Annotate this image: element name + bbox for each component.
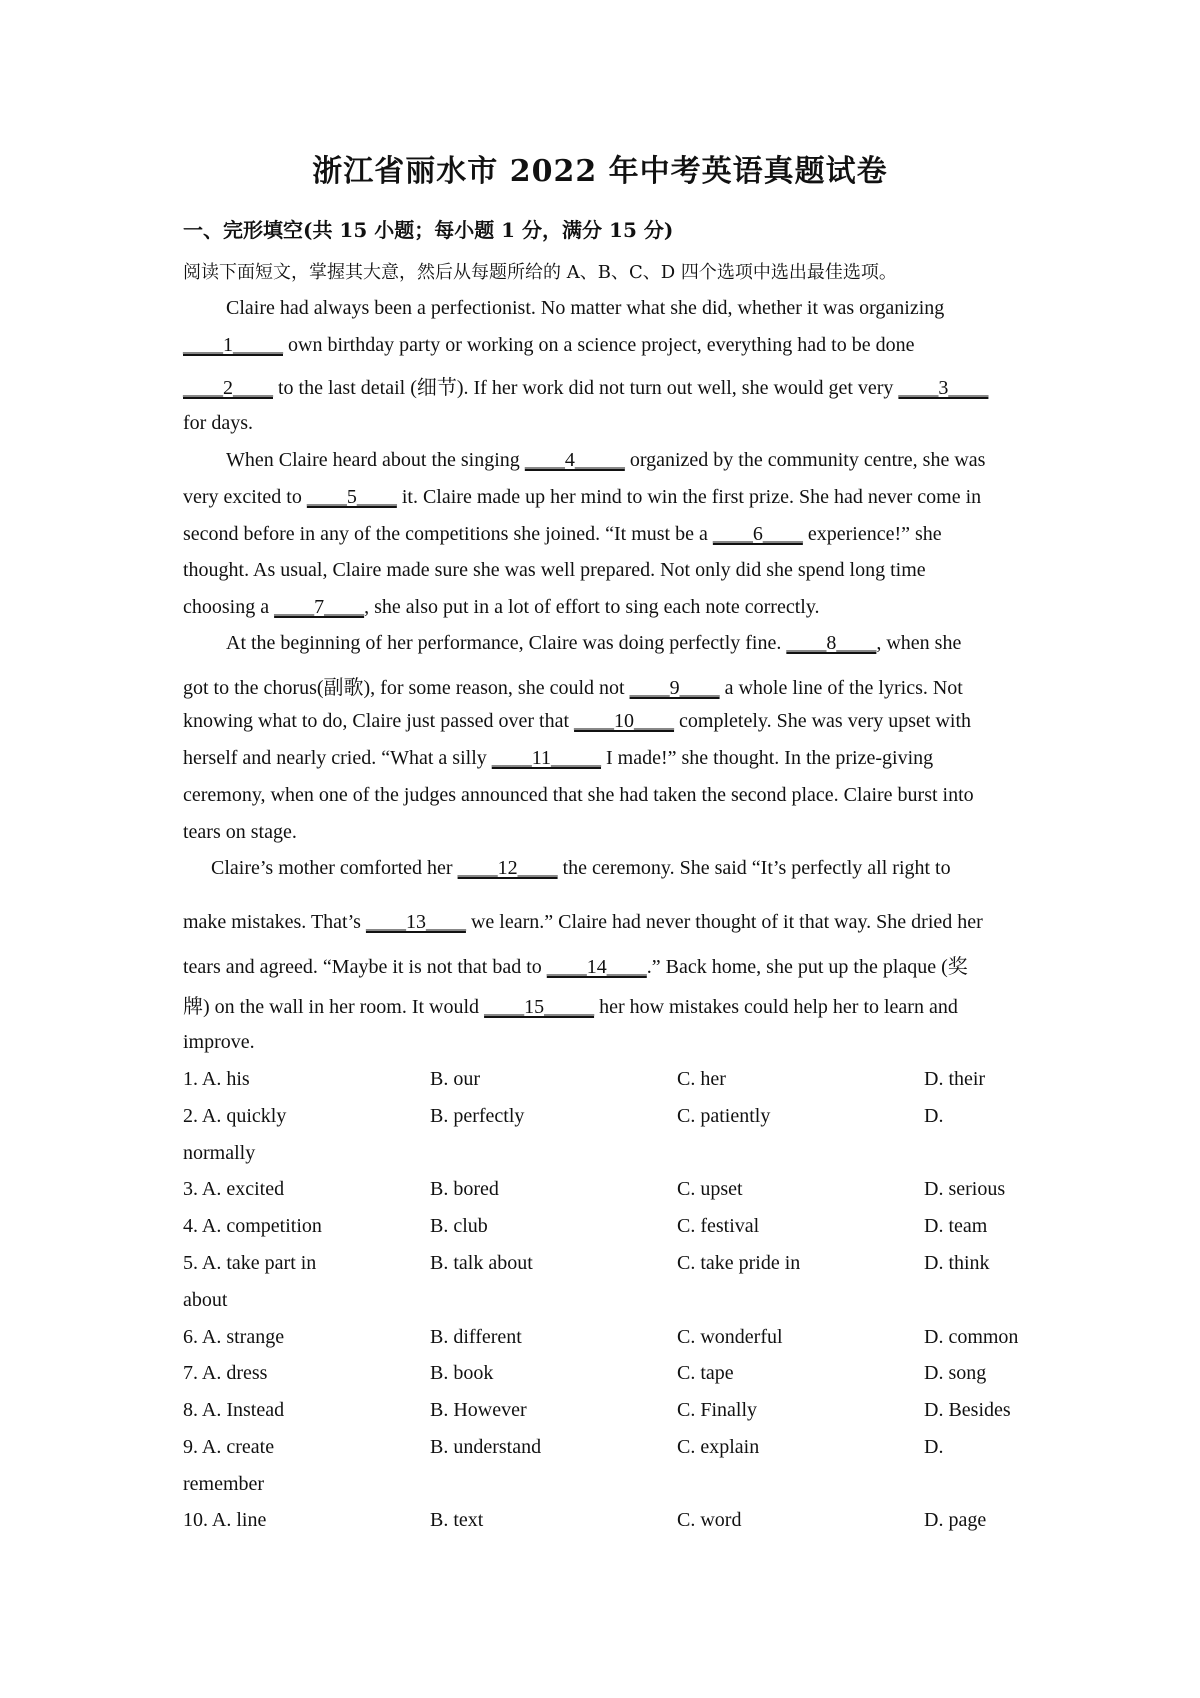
- option-d: D. team: [924, 1215, 988, 1237]
- blank-2: ____2____: [183, 377, 273, 399]
- option-d: D. their: [924, 1068, 986, 1090]
- option-c: C. upset: [677, 1178, 743, 1200]
- option-a: 3. A. excited: [183, 1178, 285, 1200]
- blank-14: ____14____: [546, 956, 647, 978]
- option-b: B. different: [430, 1326, 522, 1348]
- blank-13: ____13____: [365, 911, 466, 933]
- passage-line: improve.: [183, 1031, 255, 1053]
- blank-1: ____1_____: [183, 334, 283, 356]
- blank-3: ____3____: [898, 377, 989, 399]
- blank-10: ____10____: [574, 710, 675, 732]
- option-d: D.: [924, 1436, 944, 1458]
- option-b: B. talk about: [430, 1252, 533, 1274]
- passage-line: second before in any of the competitions she joined. “It must be a ____6____ experience!” she: [183, 523, 942, 545]
- blank-4: ____4_____: [524, 449, 625, 471]
- blank-6: ____6____: [712, 523, 803, 545]
- blank-8: ____8____: [786, 632, 877, 654]
- option-c: C. Finally: [677, 1399, 758, 1421]
- option-b: B. our: [430, 1068, 480, 1090]
- passage-line: At the beginning of her performance, Claire was doing perfectly fine. ____8____, when she: [226, 632, 962, 654]
- passage-line: 牌) on the wall in her room. It would ____15_____ her how mistakes could help her to learn and: [183, 996, 958, 1018]
- option-b: B. perfectly: [430, 1105, 525, 1127]
- option-b: B. text: [430, 1509, 484, 1531]
- blank-5: ____5____: [306, 486, 397, 508]
- passage-line: ____1_____ own birthday party or working on a science project, everything had to be done: [183, 334, 915, 356]
- option-c: C. tape: [677, 1362, 734, 1384]
- option-wrap-text: remember: [183, 1473, 265, 1495]
- option-a: 8. A. Instead: [183, 1399, 285, 1421]
- option-d: D. common: [924, 1326, 1019, 1348]
- option-a: 1. A. his: [183, 1068, 250, 1090]
- option-d: D. serious: [924, 1178, 1006, 1200]
- passage-line: got to the chorus(副歌), for some reason, she could not ____9____ a whole line of the lyrics. Not: [183, 677, 963, 699]
- passage-line: ____2____ to the last detail (细节). If her work did not turn out well, she would get very ____3____: [183, 377, 989, 399]
- option-d: D. think: [924, 1252, 990, 1274]
- passage-line: Claire had always been a perfectionist. No matter what she did, whether it was organizing: [226, 297, 945, 319]
- option-d: D. Besides: [924, 1399, 1011, 1421]
- passage-line: knowing what to do, Claire just passed over that ____10____ completely. She was very upset with: [183, 710, 972, 732]
- blank-11: ____11_____: [491, 747, 602, 769]
- passage-line: herself and nearly cried. “What a silly ____11_____ I made!” she thought. In the prize-giving: [183, 747, 934, 769]
- passage-line: ceremony, when one of the judges announced that she had taken the second place. Claire burst into: [183, 784, 974, 806]
- option-b: B. understand: [430, 1436, 542, 1458]
- option-a: 7. A. dress: [183, 1362, 268, 1384]
- page-title: 浙江省丽水市 2022 年中考英语真题试卷: [312, 154, 888, 189]
- passage-line: Claire’s mother comforted her ____12____ the ceremony. She said “It’s perfectly all right to: [211, 857, 951, 879]
- option-c: C. patiently: [677, 1105, 771, 1127]
- passage-line: tears and agreed. “Maybe it is not that bad to ____14____.” Back home, she put up the plaque (奖: [183, 956, 968, 978]
- passage-line: choosing a ____7____, she also put in a lot of effort to sing each note correctly.: [183, 596, 820, 618]
- passage-line: very excited to ____5____ it. Claire made up her mind to win the first prize. She had never come in: [183, 486, 982, 508]
- blank-9: ____9____: [629, 677, 720, 699]
- passage-line: thought. As usual, Claire made sure she was well prepared. Not only did she spend long time: [183, 559, 926, 581]
- passage-line: When Claire heard about the singing ____4_____ organized by the community centre, she was: [226, 449, 986, 471]
- option-b: B. However: [430, 1399, 527, 1421]
- option-c: C. take pride in: [677, 1252, 801, 1274]
- blank-7: ____7____: [274, 596, 365, 618]
- option-a: 2. A. quickly: [183, 1105, 287, 1127]
- option-a: 9. A. create: [183, 1436, 275, 1458]
- option-b: B. bored: [430, 1178, 499, 1200]
- blank-12: ____12____: [457, 857, 558, 879]
- option-d: D. page: [924, 1509, 987, 1531]
- instruction-text: 阅读下面短文，掌握其大意，然后从每题所给的 A、B、C、D 四个选项中选出最佳选项。: [183, 262, 897, 283]
- option-c: C. festival: [677, 1215, 760, 1237]
- option-c: C. wonderful: [677, 1326, 783, 1348]
- option-b: B. book: [430, 1362, 494, 1384]
- option-a: 10. A. line: [183, 1509, 267, 1531]
- option-a: 6. A. strange: [183, 1326, 285, 1348]
- option-c: C. her: [677, 1068, 726, 1090]
- passage-line: tears on stage.: [183, 821, 297, 843]
- passage-line: for days.: [183, 412, 253, 434]
- option-c: C. explain: [677, 1436, 760, 1458]
- option-wrap-text: normally: [183, 1142, 256, 1164]
- option-a: 4. A. competition: [183, 1215, 322, 1237]
- blank-15: ____15_____: [484, 996, 595, 1018]
- option-d: D. song: [924, 1362, 987, 1384]
- option-wrap-text: about: [183, 1289, 228, 1311]
- section-heading: 一、完形填空(共 15 小题；每小题 1 分，满分 15 分): [183, 218, 674, 242]
- option-b: B. club: [430, 1215, 488, 1237]
- option-c: C. word: [677, 1509, 742, 1531]
- option-d: D.: [924, 1105, 944, 1127]
- option-a: 5. A. take part in: [183, 1252, 317, 1274]
- passage-line: make mistakes. That’s ____13____ we learn.” Claire had never thought of it that way. She dried her: [183, 911, 983, 933]
